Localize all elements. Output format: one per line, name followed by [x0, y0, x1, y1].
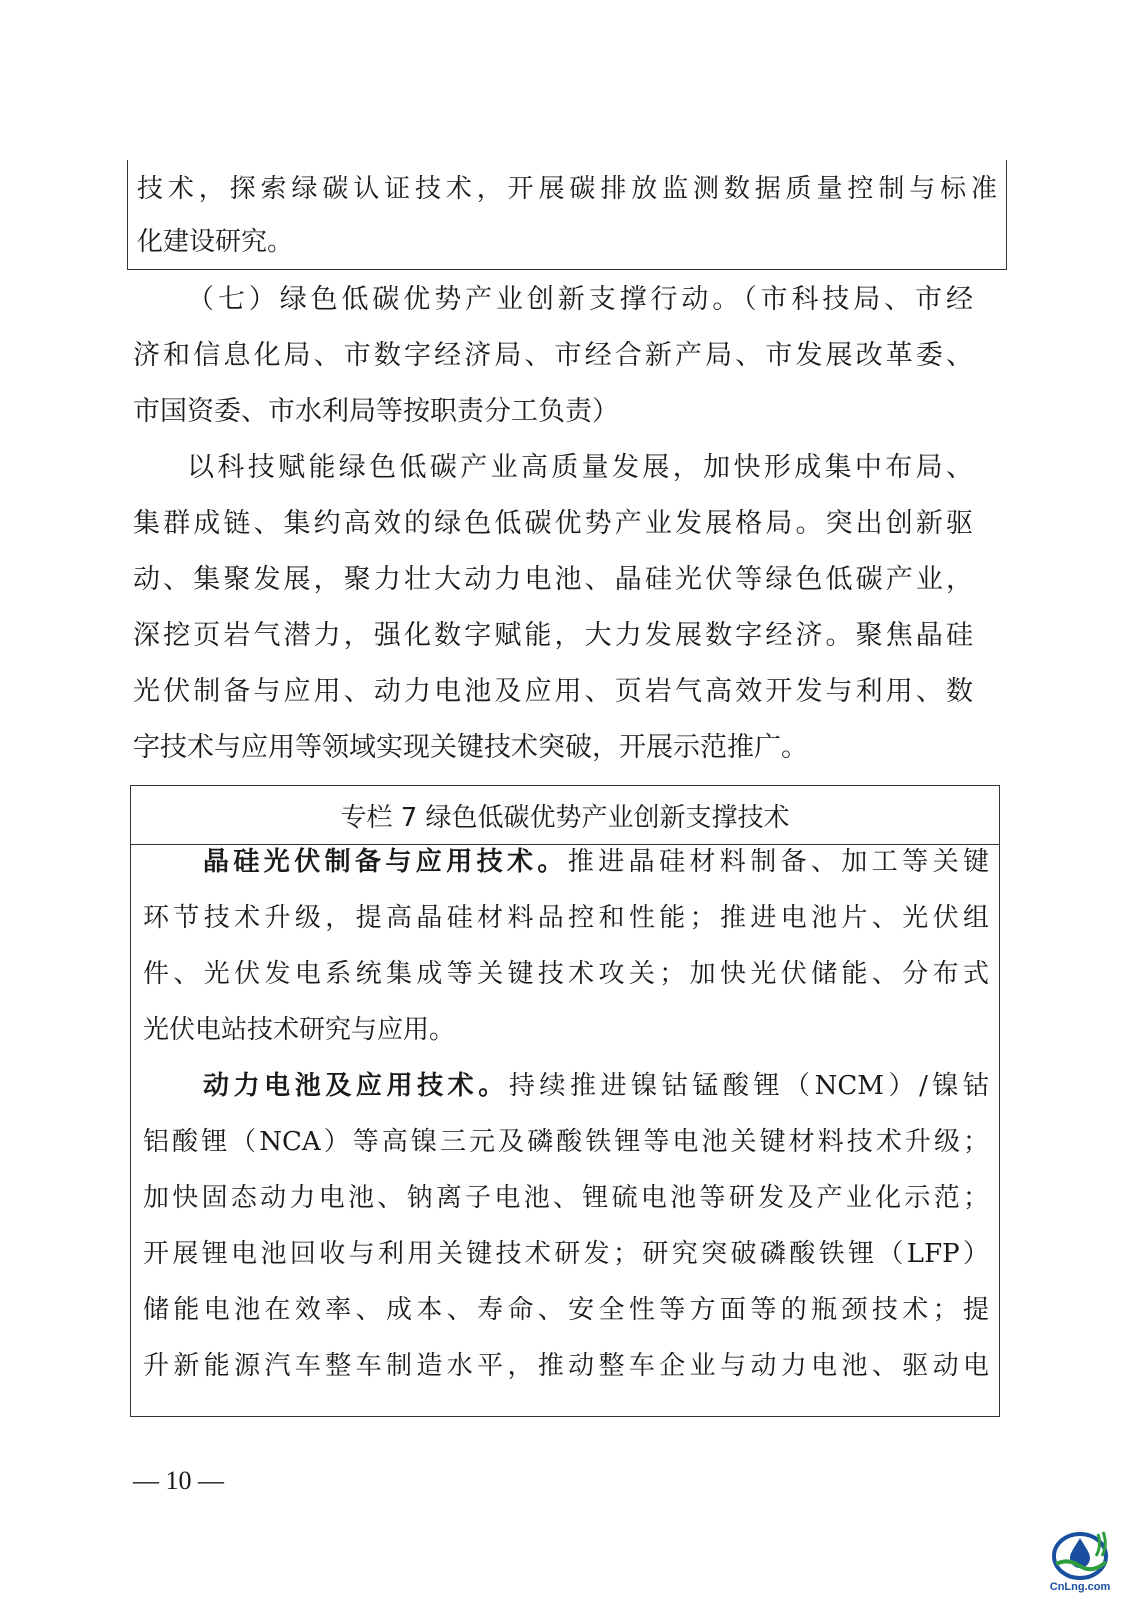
box-paragraph-line: 光伏电站技术研究与应用。	[143, 1015, 456, 1045]
section-heading-line: 市国资委、市水利局等按职责分工负责）	[133, 396, 619, 427]
water-drop-logo-icon	[1040, 1528, 1120, 1594]
column-box-7	[130, 785, 1000, 1417]
paragraph-line: 深挖页岩气潜力，强化数字赋能，大力发展数字经济。聚焦晶硅	[133, 620, 973, 651]
box-paragraph-line: 加快固态动力电池、钠离子电池、锂硫电池等研发及产业化示范；	[143, 1183, 989, 1213]
box-paragraph-line: 储能电池在效率、成本、寿命、安全性等方面等的瓶颈技术；提	[143, 1295, 989, 1325]
section-heading-line: 济和信息化局、市数字经济局、市经合新产局、市发展改革委、	[133, 340, 973, 371]
box-paragraph-text: 持续推进镍钴锰酸锂（NCM）/镍钴	[508, 1071, 989, 1101]
column-box-title: 专栏 7 绿色低碳优势产业创新支撑技术	[131, 786, 999, 845]
box-paragraph-line: 环节技术升级，提高晶硅材料品控和性能；推进电池片、光伏组	[143, 903, 989, 933]
box-paragraph-line: 升新能源汽车整车制造水平，推动整车企业与动力电池、驱动电	[143, 1351, 989, 1381]
box-paragraph-line: 开展锂电池回收与利用关键技术研发；研究突破磷酸铁锂（LFP）	[143, 1239, 989, 1269]
box-paragraph-lead: 晶硅光伏制备与应用技术。	[203, 847, 568, 877]
paragraph-line: 动、集聚发展，聚力壮大动力电池、晶硅光伏等绿色低碳产业，	[133, 564, 973, 595]
box-paragraph-first-line	[203, 1070, 989, 1102]
paragraph-line: 字技术与应用等领域实现关键技术突破，开展示范推广。	[133, 732, 808, 763]
paragraph-line: 光伏制备与应用、动力电池及应用、页岩气高效开发与利用、数	[133, 676, 973, 707]
page-number: — 10 —	[133, 1466, 224, 1495]
box-paragraph-line: 件、光伏发电系统集成等关键技术攻关；加快光伏储能、分布式	[143, 959, 989, 989]
box-paragraph-line: 铝酸锂（NCA）等高镍三元及磷酸铁锂等电池关键材料技术升级；	[143, 1127, 989, 1157]
paragraph-line: 集群成链、集约高效的绿色低碳优势产业发展格局。突出创新驱	[133, 508, 973, 539]
section-heading-line: （七）绿色低碳优势产业创新支撑行动。（市科技局、市经	[187, 284, 973, 315]
box-text-line: 技术，探索绿碳认证技术，开展碳排放监测数据质量控制与标准	[137, 174, 997, 204]
watermark-logo	[1040, 1528, 1120, 1594]
paragraph-line: 以科技赋能绿色低碳产业高质量发展，加快形成集中布局、	[187, 452, 973, 483]
box-paragraph-first-line	[203, 846, 989, 878]
watermark-text: CnLng.com	[1049, 1581, 1111, 1593]
box-paragraph-text: 推进晶硅材料制备、加工等关键	[567, 847, 989, 877]
box-text-line: 化建设研究。	[137, 227, 294, 257]
box-paragraph-lead: 动力电池及应用技术。	[203, 1071, 509, 1101]
